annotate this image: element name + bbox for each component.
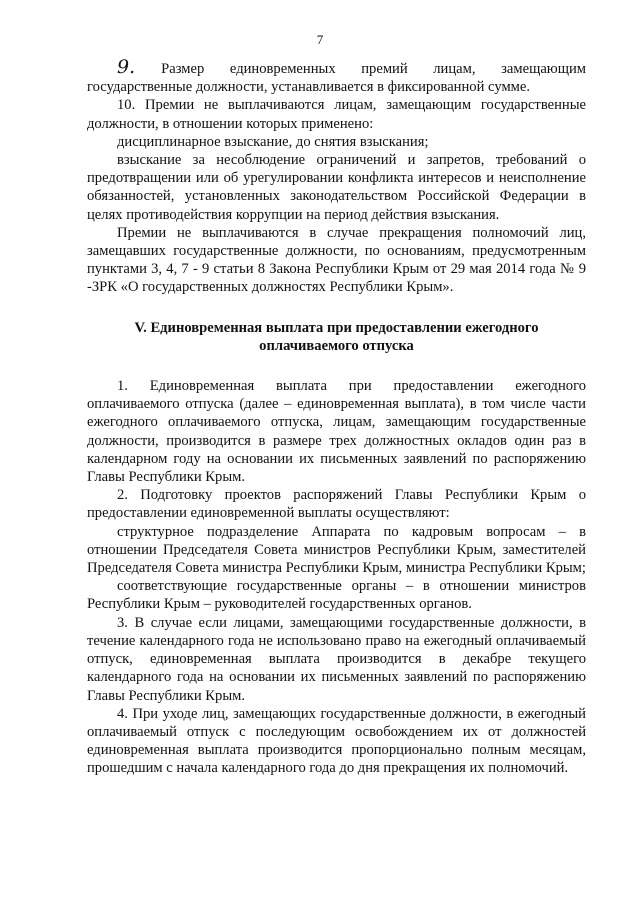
section-5-paragraph-4: 4. При уходе лиц, замещающих государственные должности, в ежегодный оплачиваемый отпуск с последующим освобождением их от должностей единовременная выплата производится пропорционально полным месяцам, прошедшим с начала календарного года до дня прекращения их полномочий. <box>87 705 586 777</box>
paragraph-9 <box>87 58 586 96</box>
paragraph-10-item-b: взыскание за несоблюдение ограничений и запретов, требований о предотвращении или об урегулировании конфликта интересов и неисполнение обязанностей, установленных законодательством Российской Федерации в целях противодействия коррупции на период действия взыскания. <box>87 152 586 223</box>
handwritten-item-number: 9. <box>117 56 136 78</box>
paragraph-10-item-c: Премии не выплачиваются в случае прекращения полномочий лиц, замещавших государственные должности, по основаниям, предусмотренным пунктами 3, 4, 7 - 9 статьи 8 Закона Республики Крым от 29 мая 2014 года № 9 -ЗРК «О государственных должностях Республики Крым». <box>87 224 586 296</box>
paragraph-10-item-a: дисциплинарное взыскание, до снятия взыскания; <box>117 133 429 150</box>
paragraph-10-number: 10. <box>117 97 136 114</box>
paragraph-9-text: Размер единовременных премий лицам, замещающим государственные должности, устанавливается в фиксированной сумме. <box>87 61 586 96</box>
section-5-paragraph-2-item-b: соответствующие государственные органы – в отношении министров Республики Крым – руководителей государственных органов. <box>87 578 586 613</box>
section-5-title: V. Единовременная выплата при предоставлении ежегодного оплачиваемого отпуска <box>134 319 539 354</box>
section-5-paragraph-3: 3. В случае если лицами, замещающими государственные должности, в течение календарного года не использовано право на ежегодный оплачиваемый отпуск, единовременная выплата производится в декабре текущего календарного года на основании их письменных заявлений по распоряжению Главы Республики Крым. <box>87 614 586 704</box>
paragraph-10 <box>87 96 586 132</box>
section-5-paragraph-1: 1. Единовременная выплата при предоставлении ежегодного оплачиваемого отпуска (далее – единовременная выплата), в том числе части ежегодного оплачиваемого отпуска, лицам, замещающим государственные должности, производится в размере трех должностных окладов один раз в календарном году на основании их письменных заявлений по распоряжению Главы Республики Крым. <box>87 378 586 486</box>
section-5-paragraph-2-item-a: структурное подразделение Аппарата по кадровым вопросам – в отношении Председателя Совета министров Республики Крым, заместителей Председателя Совета министра Республики Крым, министра Республики Крым; <box>87 523 586 577</box>
document-body <box>87 58 586 778</box>
page-number: 7 <box>316 32 324 47</box>
section-5-paragraph-2: 2. Подготовку проектов распоряжений Главы Республики Крым о предоставлении единовременной выплаты осуществляют: <box>87 487 586 522</box>
paragraph-10-text: Премии не выплачиваются лицам, замещающим государственные должности, в отношении которых применено: <box>87 97 586 132</box>
